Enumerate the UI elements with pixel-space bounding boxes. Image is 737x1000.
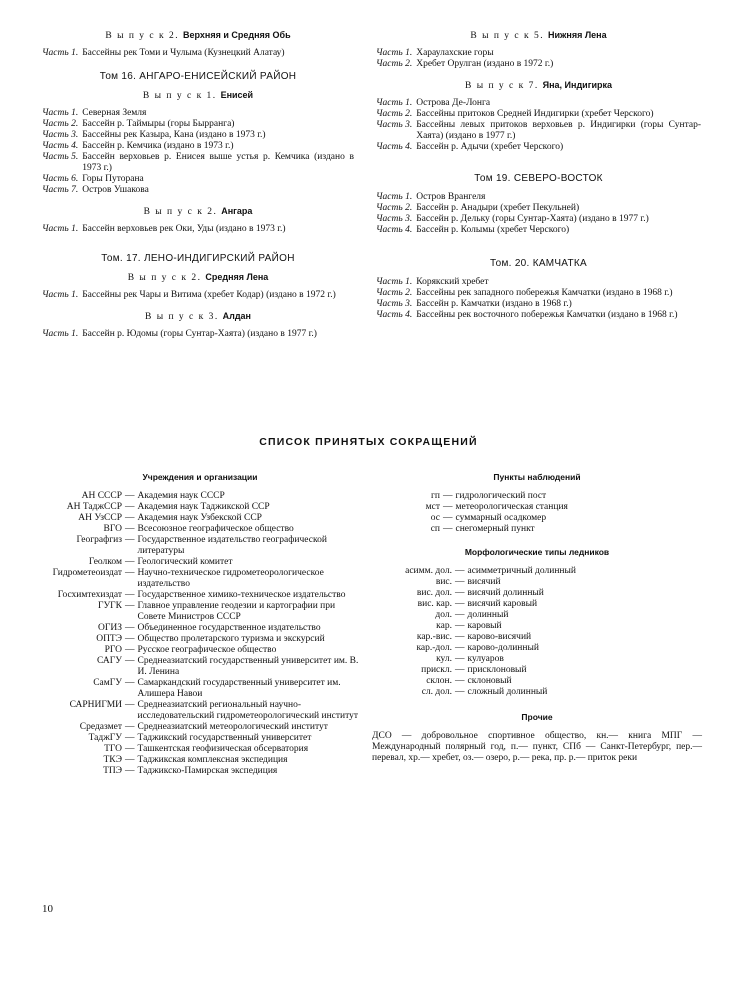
part-entry xyxy=(42,108,354,119)
abbreviation-entry xyxy=(40,524,360,535)
part-number: Часть 2. xyxy=(376,109,413,119)
part-number: Часть 2. xyxy=(376,288,413,298)
abbreviation-entry xyxy=(372,524,702,535)
volume-heading: Том. 20. КАМЧАТКА xyxy=(490,258,587,269)
abbreviation-entry xyxy=(40,656,360,678)
issue-label: В ы п у с к 5. xyxy=(470,31,545,41)
part-number: Часть 1. xyxy=(42,48,79,58)
dash: — xyxy=(125,568,135,578)
dash: — xyxy=(455,610,465,620)
abbreviation-entry xyxy=(40,744,360,755)
abbreviation-term: Геолком xyxy=(88,557,122,567)
abbreviation-entry xyxy=(372,513,702,524)
abbreviation-meaning: Академия наук СССР xyxy=(137,491,225,501)
part-list xyxy=(42,224,354,235)
part-number: Часть 1. xyxy=(376,48,413,58)
part-entry xyxy=(376,59,701,70)
abbreviation-term: асимм. дол. xyxy=(405,566,452,576)
abbreviation-term: вис. дол. xyxy=(416,588,452,598)
glaciers-title: Морфологические типы ледников xyxy=(464,547,610,557)
abbreviation-term: сп xyxy=(430,524,440,534)
part-list xyxy=(42,329,354,340)
abbreviation-term: Госхимтехиздат xyxy=(57,590,122,600)
dash: — xyxy=(455,654,465,664)
dash: — xyxy=(125,623,135,633)
abbreviation-term: мст xyxy=(425,502,440,512)
abbreviation-meaning: Самаркандский государственный университет им. Алишера Навои xyxy=(137,678,341,699)
abbreviation-entry xyxy=(372,588,702,599)
abbreviation-term: САГУ xyxy=(97,656,122,666)
part-entry xyxy=(42,141,354,152)
part-title: Остров Ушакова xyxy=(82,185,149,195)
volume-heading: Том 16. АНГАРО-ЕНИСЕЙСКИЙ РАЙОН xyxy=(99,71,297,82)
part-title: Бассейны рек восточного побережья Камчатки (издано в 1968 г.) xyxy=(416,310,678,320)
abbreviation-meaning: висячий каровый xyxy=(467,599,538,609)
part-list xyxy=(42,108,354,196)
part-title: Бассейн р. Таймыры (горы Бырранга) xyxy=(82,119,235,129)
abbreviation-meaning: Русское географическое общество xyxy=(137,645,277,655)
abbreviation-entry xyxy=(372,610,702,621)
part-number: Часть 5. xyxy=(42,152,79,162)
part-list xyxy=(376,192,701,236)
issue-title: Ангара xyxy=(221,206,253,216)
abbreviation-entry xyxy=(372,577,702,588)
part-entry xyxy=(376,98,701,109)
abbreviation-term: ос xyxy=(430,513,440,523)
abbreviation-meaning: карово-долинный xyxy=(467,643,539,653)
abbreviation-term: кар.-вис. xyxy=(416,632,452,642)
dash: — xyxy=(443,513,453,523)
part-number: Часть 4. xyxy=(42,141,79,151)
part-number: Часть 1. xyxy=(376,98,413,108)
abbreviation-entry xyxy=(40,623,360,634)
abbreviation-meaning: кулуаров xyxy=(467,654,504,664)
abbreviation-meaning: каровый xyxy=(467,621,502,631)
part-entry xyxy=(42,152,354,174)
part-entry xyxy=(376,48,701,59)
issue-heading xyxy=(42,311,354,323)
part-number: Часть 1. xyxy=(376,192,413,202)
stations-list xyxy=(372,491,702,535)
part-title: Бассейн р. Камчатки (издано в 1968 г.) xyxy=(416,299,572,309)
part-entry xyxy=(376,142,701,153)
dash: — xyxy=(443,524,453,534)
abbreviation-meaning: склоновый xyxy=(467,676,512,686)
abbreviation-term: АН УзССР xyxy=(78,513,122,523)
abbreviation-entry xyxy=(372,654,702,665)
issue-heading xyxy=(42,90,354,102)
part-title: Бассейн верховьев рек Оки, Уды (издано в 1973 г.) xyxy=(82,224,286,234)
right-column xyxy=(376,30,701,321)
abbreviation-entry xyxy=(40,766,360,777)
abbreviation-meaning: асимметричный долинный xyxy=(467,566,576,576)
left-column xyxy=(42,30,354,340)
issue-label: В ы п у с к 1. xyxy=(142,91,217,101)
issue-title: Енисей xyxy=(220,90,254,100)
dash: — xyxy=(455,687,465,697)
part-entry xyxy=(42,130,354,141)
part-number: Часть 3. xyxy=(376,120,413,130)
abbreviation-entry xyxy=(40,491,360,502)
abbreviation-entry xyxy=(40,513,360,524)
dash: — xyxy=(455,577,465,587)
part-entry xyxy=(376,109,701,120)
abbreviation-term: Средазмет xyxy=(79,722,122,732)
abbreviation-term: ОГИЗ xyxy=(98,623,122,633)
abbreviation-term: вис. кар. xyxy=(417,599,452,609)
abbreviation-term: Гидрометеоиздат xyxy=(52,568,122,578)
abbreviation-term: ТаджГУ xyxy=(88,733,122,743)
abbreviation-term: гп xyxy=(431,491,440,501)
dash: — xyxy=(125,634,135,644)
abbreviation-meaning: метеорологическая станция xyxy=(455,502,568,512)
dash: — xyxy=(455,665,465,675)
abbreviation-entry xyxy=(372,599,702,610)
part-entry xyxy=(42,329,354,340)
abbreviation-entry xyxy=(40,700,360,722)
part-entry xyxy=(42,290,354,301)
abbreviation-entry xyxy=(372,491,702,502)
abbreviation-term: ТПЭ xyxy=(103,766,122,776)
part-number: Часть 3. xyxy=(376,299,413,309)
glaciers-list xyxy=(372,566,702,698)
abbreviation-term: Географгиз xyxy=(76,535,122,545)
abbreviation-meaning: висячий xyxy=(467,577,501,587)
issue-label: В ы п у с к 2. xyxy=(143,207,218,217)
abbreviation-entry xyxy=(372,502,702,513)
part-title: Северная Земля xyxy=(82,108,147,118)
issue-heading xyxy=(42,30,354,42)
part-title: Бассейн верховьев р. Енисея выше устья р. Кемчика (издано в 1973 г.) xyxy=(82,152,354,173)
part-entry xyxy=(376,192,701,203)
issue-title: Алдан xyxy=(222,311,251,321)
other-abbreviations-text: ДСО — добровольное спортивное общество, кн.— книга МПГ — Международный полярный год, п.— пункт, СПб — Санкт-Петербург, пер.— перевал, хр.— хребет, оз.— озеро, р.— река, пр. р.— приток реки xyxy=(372,731,702,763)
part-number: Часть 6. xyxy=(42,174,79,184)
abbreviation-term: РГО xyxy=(104,645,122,655)
issue-heading xyxy=(42,206,354,218)
part-entry xyxy=(42,224,354,235)
part-number: Часть 3. xyxy=(42,130,79,140)
dash: — xyxy=(125,733,135,743)
abbreviation-term: ГУГК xyxy=(97,601,122,611)
dash: — xyxy=(125,700,135,710)
abbreviation-meaning: Академия наук Таджикской ССР xyxy=(137,502,270,512)
abbreviation-entry xyxy=(372,665,702,676)
abbreviation-entry xyxy=(40,590,360,601)
abbreviation-meaning: сложный долинный xyxy=(467,687,548,697)
part-entry xyxy=(376,310,701,321)
part-list xyxy=(376,277,701,321)
abbreviation-entry xyxy=(372,643,702,654)
dash: — xyxy=(125,513,135,523)
dash: — xyxy=(125,645,135,655)
part-entry xyxy=(376,288,701,299)
abbreviation-meaning: гидрологический пост xyxy=(455,491,547,501)
abbreviation-term: ТГО xyxy=(104,744,122,754)
abbreviation-meaning: Таджикско-Памирская экспедиция xyxy=(137,766,278,776)
abbreviation-meaning: Главное управление геодезии и картографии при Совете Министров СССР xyxy=(137,601,336,622)
issue-label: В ы п у с к 3. xyxy=(144,312,219,322)
issue-heading xyxy=(42,272,354,284)
abbreviation-term: СамГУ xyxy=(93,678,122,688)
dash: — xyxy=(443,502,453,512)
part-title: Остров Врангеля xyxy=(416,192,486,202)
dash: — xyxy=(455,566,465,576)
dash: — xyxy=(125,524,135,534)
right-abbreviations xyxy=(372,472,702,764)
abbreviation-entry xyxy=(372,687,702,698)
dash: — xyxy=(125,502,135,512)
institutions-title: Учреждения и организации xyxy=(142,472,258,482)
issue-title: Яна, Индигирка xyxy=(542,80,612,90)
part-title: Бассейны рек западного побережья Камчатки (издано в 1968 г.) xyxy=(416,288,673,298)
dash: — xyxy=(455,621,465,631)
abbreviation-term: вис. xyxy=(435,577,452,587)
part-title: Бассейны левых притоков верховьев р. Индигирки (горы Сунтар-Хаята) (издано в 1977 г.) xyxy=(416,120,701,141)
abbreviation-meaning: Таджикский государственный университет xyxy=(137,733,312,743)
part-title: Бассейн р. Анадыри (хребет Пекульней) xyxy=(416,203,580,213)
abbreviation-entry xyxy=(40,678,360,700)
part-title: Острова Де-Лонга xyxy=(416,98,491,108)
abbreviation-meaning: карово-висячий xyxy=(467,632,532,642)
part-title: Хребет Орулган (издано в 1972 г.) xyxy=(416,59,554,69)
dash: — xyxy=(125,535,135,545)
part-entry xyxy=(376,214,701,225)
abbreviation-term: АН ТаджССР xyxy=(66,502,122,512)
part-title: Бассейны притоков Средней Индигирки (хребет Черского) xyxy=(416,109,654,119)
dash: — xyxy=(125,557,135,567)
abbreviation-entry xyxy=(40,755,360,766)
issue-title: Нижняя Лена xyxy=(548,30,607,40)
part-number: Часть 4. xyxy=(376,142,413,152)
part-entry xyxy=(376,299,701,310)
dash: — xyxy=(125,656,135,666)
part-number: Часть 1. xyxy=(42,224,79,234)
abbreviation-meaning: Таджикская комплексная экспедиция xyxy=(137,755,288,765)
abbreviation-meaning: Общество пролетарского туризма и экскурсий xyxy=(137,634,325,644)
part-number: Часть 1. xyxy=(376,277,413,287)
dash: — xyxy=(125,744,135,754)
abbreviation-term: кар.-дол. xyxy=(416,643,452,653)
dash: — xyxy=(125,678,135,688)
abbreviation-meaning: Геологический комитет xyxy=(137,557,233,567)
volume-heading: Том 19. СЕВЕРО-ВОСТОК xyxy=(474,173,603,184)
abbreviation-meaning: Среднеазиатский государственный университет им. В. И. Ленина xyxy=(137,656,359,677)
part-number: Часть 1. xyxy=(42,108,79,118)
abbreviation-meaning: Среднеазиатский метеорологический институт xyxy=(137,722,328,732)
part-title: Бассейн р. Колымы (хребет Черского) xyxy=(416,225,570,235)
abbreviation-entry xyxy=(40,722,360,733)
abbreviation-meaning: снегомерный пункт xyxy=(455,524,535,534)
dash: — xyxy=(455,588,465,598)
part-title: Бассейн р. Кемчика (издано в 1973 г.) xyxy=(82,141,234,151)
part-title: Бассейны рек Чары и Витима (хребет Кодар) (издано в 1972 г.) xyxy=(82,290,336,300)
part-title: Бассейн р. Адычи (хребет Черского) xyxy=(416,142,564,152)
part-title: Бассейн р. Юдомы (горы Сунтар-Хаята) (издано в 1977 г.) xyxy=(82,329,317,339)
abbreviation-entry xyxy=(372,621,702,632)
issue-heading xyxy=(376,30,701,42)
abbreviation-entry xyxy=(40,535,360,557)
dash: — xyxy=(455,599,465,609)
part-title: Корякский хребет xyxy=(416,277,489,287)
abbreviation-meaning: присклоновый xyxy=(467,665,527,675)
institutions-list xyxy=(40,491,360,777)
abbreviation-term: дол. xyxy=(435,610,452,620)
part-number: Часть 7. xyxy=(42,185,79,195)
abbreviation-term: сл. дол. xyxy=(421,687,452,697)
volume-heading: Том. 17. ЛЕНО-ИНДИГИРСКИЙ РАЙОН xyxy=(101,253,295,264)
part-number: Часть 2. xyxy=(376,59,413,69)
part-title: Горы Путорана xyxy=(82,174,144,184)
part-entry xyxy=(42,174,354,185)
abbreviation-meaning: Государственное химико-техническое издательство xyxy=(137,590,346,600)
abbreviation-term: АН СССР xyxy=(81,491,122,501)
abbreviation-term: кул. xyxy=(436,654,452,664)
issue-title: Верхняя и Средняя Обь xyxy=(183,30,291,40)
part-entry xyxy=(376,120,701,142)
abbreviation-term: склон. xyxy=(426,676,452,686)
dash: — xyxy=(455,632,465,642)
abbreviation-entry xyxy=(40,568,360,590)
abbreviation-meaning: Среднеазиатский региональный научно-исследовательский гидрометеорологический институт xyxy=(137,700,359,721)
abbreviation-entry xyxy=(40,645,360,656)
abbreviation-meaning: висячий долинный xyxy=(467,588,544,598)
issue-label: В ы п у с к 2. xyxy=(105,31,180,41)
abbreviation-term: ВГО xyxy=(103,524,122,534)
abbreviation-meaning: Академия наук Узбекской ССР xyxy=(137,513,262,523)
institutions-section xyxy=(40,472,360,777)
part-title: Хараулахские горы xyxy=(416,48,494,58)
part-number: Часть 4. xyxy=(376,310,413,320)
abbreviation-meaning: Всесоюзное географическое общество xyxy=(137,524,294,534)
issue-label: В ы п у с к 2. xyxy=(127,273,202,283)
abbreviations-title: СПИСОК ПРИНЯТЫХ СОКРАЩЕНИЙ xyxy=(259,436,478,448)
abbreviation-entry xyxy=(40,502,360,513)
part-entry xyxy=(376,203,701,214)
part-number: Часть 4. xyxy=(376,225,413,235)
part-list xyxy=(42,290,354,301)
abbreviation-meaning: Объединенное государственное издательство xyxy=(137,623,321,633)
part-entry xyxy=(42,119,354,130)
part-list xyxy=(376,98,701,153)
part-number: Часть 2. xyxy=(376,203,413,213)
dash: — xyxy=(125,722,135,732)
page-number: 10 xyxy=(42,903,53,915)
abbreviation-entry xyxy=(372,566,702,577)
dash: — xyxy=(125,590,135,600)
dash: — xyxy=(125,766,135,776)
abbreviation-term: прискл. xyxy=(421,665,452,675)
issue-heading xyxy=(376,80,701,92)
part-number: Часть 3. xyxy=(376,214,413,224)
dash: — xyxy=(125,601,135,611)
part-title: Бассейн р. Дельку (горы Сунтар-Хаята) (издано в 1977 г.) xyxy=(416,214,649,224)
part-list xyxy=(42,48,354,59)
abbreviation-meaning: Государственное издательство географической литературы xyxy=(137,535,327,556)
part-title: Бассейны рек Казыра, Кана (издано в 1973 г.) xyxy=(82,130,266,140)
dash: — xyxy=(125,491,135,501)
abbreviation-meaning: долинный xyxy=(467,610,509,620)
other-title: Прочие xyxy=(521,712,553,722)
issue-label: В ы п у с к 7. xyxy=(465,81,539,91)
part-entry xyxy=(376,225,701,236)
abbreviation-entry xyxy=(40,557,360,568)
part-list xyxy=(376,48,701,70)
part-number: Часть 1. xyxy=(42,290,79,300)
abbreviation-entry xyxy=(40,733,360,744)
abbreviation-meaning: суммарный осадкомер xyxy=(455,513,547,523)
part-entry xyxy=(376,277,701,288)
part-title: Бассейны рек Томи и Чулыма (Кузнецкий Алатау) xyxy=(82,48,285,58)
part-entry xyxy=(42,185,354,196)
part-number: Часть 1. xyxy=(42,329,79,339)
dash: — xyxy=(443,491,453,501)
dash: — xyxy=(455,643,465,653)
abbreviation-entry xyxy=(372,632,702,643)
issue-title: Средняя Лена xyxy=(205,272,269,282)
abbreviation-term: ТКЭ xyxy=(103,755,122,765)
abbreviation-meaning: Научно-техническое гидрометеорологическое издательство xyxy=(137,568,324,589)
abbreviation-term: САРНИГМИ xyxy=(69,700,122,710)
abbreviation-entry xyxy=(372,676,702,687)
abbreviation-term: ОПТЭ xyxy=(96,634,122,644)
part-number: Часть 2. xyxy=(42,119,79,129)
stations-title: Пункты наблюдений xyxy=(493,472,581,482)
abbreviation-meaning: Ташкентская геофизическая обсерватория xyxy=(137,744,309,754)
dash: — xyxy=(455,676,465,686)
dash: — xyxy=(125,755,135,765)
abbreviation-term: кар. xyxy=(436,621,452,631)
abbreviation-entry xyxy=(40,634,360,645)
abbreviation-entry xyxy=(40,601,360,623)
part-entry xyxy=(42,48,354,59)
